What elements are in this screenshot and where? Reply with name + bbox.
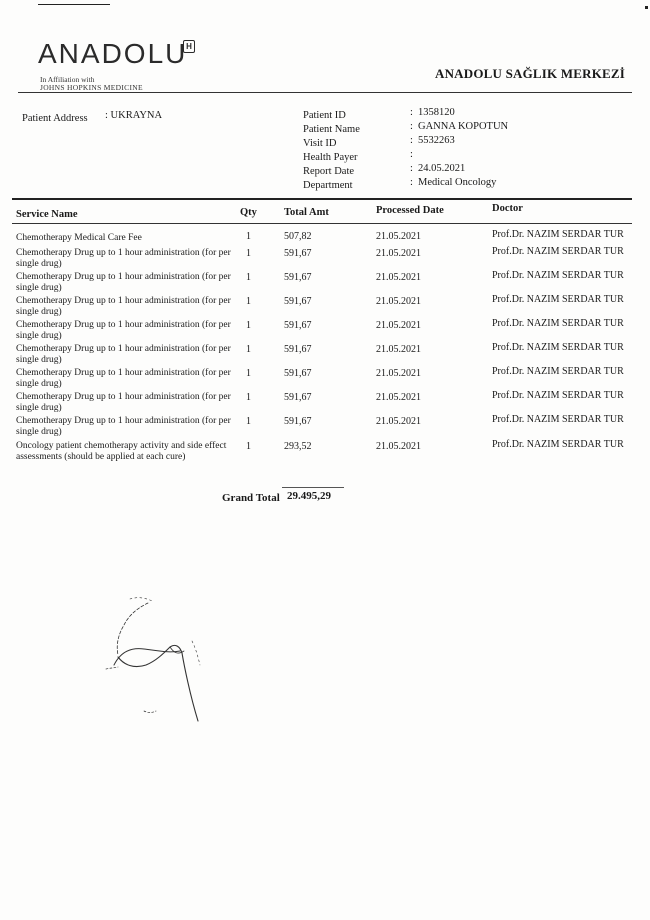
- row-qty: 1: [246, 368, 251, 379]
- column-header-doctor: Doctor: [492, 203, 523, 214]
- table-row: [0, 272, 650, 296]
- patient-name-label: Patient Name: [303, 124, 360, 135]
- table-row: [0, 368, 650, 392]
- visit-id-value: 5532263: [418, 135, 455, 146]
- logo-wordmark: ANADOLU: [38, 38, 188, 69]
- visit-id-label: Visit ID: [303, 138, 337, 149]
- row-qty: 1: [246, 416, 251, 427]
- health-payer-label: Health Payer: [303, 152, 358, 163]
- scan-corner-mark: [645, 6, 648, 9]
- row-doctor: Prof.Dr. NAZIM SERDAR TUR: [492, 342, 624, 353]
- row-doctor: Prof.Dr. NAZIM SERDAR TUR: [492, 294, 624, 305]
- column-header-qty: Qty: [240, 207, 257, 218]
- hospital-logo: [38, 40, 218, 92]
- table-top-rule: [12, 198, 632, 200]
- row-date: 21.05.2021: [376, 392, 421, 403]
- row-amount: 591,67: [284, 320, 312, 331]
- department-label: Department: [303, 180, 353, 191]
- row-amount: 591,67: [284, 248, 312, 259]
- report-date-label: Report Date: [303, 166, 355, 177]
- column-header-service: Service Name: [16, 209, 78, 220]
- table-header-rule: [12, 223, 632, 224]
- logo-h-mark: H: [183, 40, 195, 53]
- row-qty: 1: [246, 248, 251, 259]
- row-service: Oncology patient chemotherapy activity and side effect assessments (should be applied at each cure): [16, 441, 227, 462]
- table-row: [0, 248, 650, 272]
- hospital-name: ANADOLU SAĞLIK MERKEZİ: [435, 66, 626, 81]
- row-qty: 1: [246, 392, 251, 403]
- report-date-colon: :: [410, 163, 413, 174]
- patient-id-value: 1358120: [418, 107, 455, 118]
- row-qty: 1: [246, 320, 251, 331]
- logo-affiliate-name: JOHNS HOPKINS MEDICINE: [40, 83, 143, 92]
- row-doctor: Prof.Dr. NAZIM SERDAR TUR: [492, 439, 624, 450]
- row-service: Chemotherapy Medical Care Fee: [16, 233, 142, 243]
- row-doctor: Prof.Dr. NAZIM SERDAR TUR: [492, 414, 624, 425]
- row-doctor: Prof.Dr. NAZIM SERDAR TUR: [492, 318, 624, 329]
- row-date: 21.05.2021: [376, 248, 421, 259]
- row-doctor: Prof.Dr. NAZIM SERDAR TUR: [492, 366, 624, 377]
- table-row: [0, 296, 650, 320]
- row-amount: 591,67: [284, 416, 312, 427]
- table-row: [0, 441, 650, 465]
- row-amount: 591,67: [284, 272, 312, 283]
- patient-id-colon: :: [410, 107, 413, 118]
- grand-total-value: 29.495,29: [287, 490, 331, 502]
- health-payer-colon: :: [410, 149, 413, 160]
- row-doctor: Prof.Dr. NAZIM SERDAR TUR: [492, 270, 624, 281]
- row-amount: 591,67: [284, 392, 312, 403]
- department-value: Medical Oncology: [418, 177, 497, 188]
- department-colon: :: [410, 177, 413, 188]
- row-qty: 1: [246, 231, 251, 242]
- row-amount: 591,67: [284, 344, 312, 355]
- row-amount: 507,82: [284, 231, 312, 242]
- row-date: 21.05.2021: [376, 296, 421, 307]
- row-date: 21.05.2021: [376, 344, 421, 355]
- patient-name-value: GANNA KOPOTUN: [418, 121, 509, 132]
- row-qty: 1: [246, 272, 251, 283]
- row-doctor: Prof.Dr. NAZIM SERDAR TUR: [492, 229, 624, 240]
- row-date: 21.05.2021: [376, 441, 421, 452]
- table-row: [0, 320, 650, 344]
- row-doctor: Prof.Dr. NAZIM SERDAR TUR: [492, 390, 624, 401]
- row-service: Chemotherapy Drug up to 1 hour administration (for per single drug): [16, 320, 231, 341]
- row-amount: 591,67: [284, 368, 312, 379]
- patient-address-value: : UKRAYNA: [105, 110, 163, 121]
- patient-id-label: Patient ID: [303, 110, 346, 121]
- top-edge-line: [38, 4, 110, 5]
- report-date-value: 24.05.2021: [418, 163, 466, 174]
- row-date: 21.05.2021: [376, 272, 421, 283]
- row-doctor: Prof.Dr. NAZIM SERDAR TUR: [492, 246, 624, 257]
- header-divider: [18, 92, 632, 93]
- patient-address-label: Patient Address: [22, 113, 88, 124]
- row-date: 21.05.2021: [376, 368, 421, 379]
- table-row: [0, 344, 650, 368]
- grand-total-rule: [282, 487, 344, 488]
- column-header-date: Processed Date: [376, 205, 444, 216]
- grand-total-label: Grand Total: [222, 492, 280, 504]
- row-date: 21.05.2021: [376, 231, 421, 242]
- row-qty: 1: [246, 296, 251, 307]
- row-amount: 293,52: [284, 441, 312, 452]
- visit-id-colon: :: [410, 135, 413, 146]
- logo-affiliation: In Affiliation with: [40, 75, 95, 84]
- row-service: Chemotherapy Drug up to 1 hour administration (for per single drug): [16, 344, 231, 365]
- row-amount: 591,67: [284, 296, 312, 307]
- row-qty: 1: [246, 344, 251, 355]
- row-service: Chemotherapy Drug up to 1 hour administration (for per single drug): [16, 368, 231, 389]
- row-qty: 1: [246, 441, 251, 452]
- row-date: 21.05.2021: [376, 416, 421, 427]
- row-service: Chemotherapy Drug up to 1 hour administration (for per single drug): [16, 296, 231, 317]
- row-service: Chemotherapy Drug up to 1 hour administration (for per single drug): [16, 416, 231, 437]
- patient-name-colon: :: [410, 121, 413, 132]
- row-service: Chemotherapy Drug up to 1 hour administration (for per single drug): [16, 392, 231, 413]
- handwritten-signature: [100, 595, 240, 730]
- row-date: 21.05.2021: [376, 320, 421, 331]
- table-row: [0, 416, 650, 440]
- row-service: Chemotherapy Drug up to 1 hour administration (for per single drug): [16, 248, 231, 269]
- row-service: Chemotherapy Drug up to 1 hour administration (for per single drug): [16, 272, 231, 293]
- table-row: [0, 392, 650, 416]
- column-header-amount: Total Amt: [284, 207, 329, 218]
